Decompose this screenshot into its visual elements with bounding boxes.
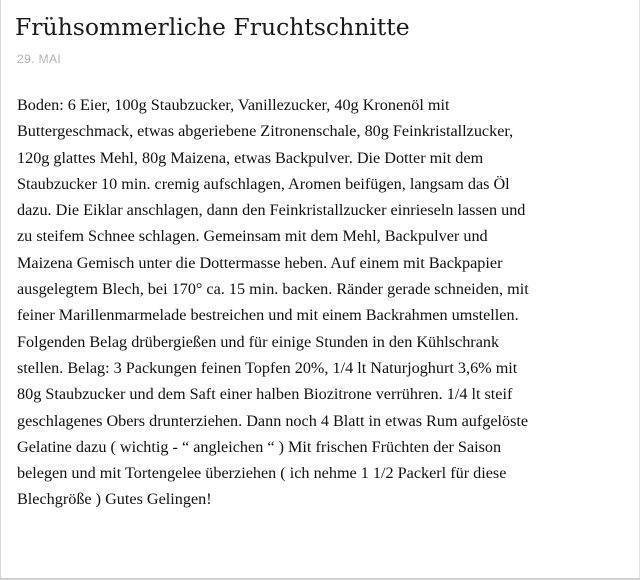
note-body-line: Buttergeschmack, etwas abgeriebene Zitronenschale, 80g Feinkristallzucker, — [17, 122, 514, 141]
note-body-line: stellen. Belag: 3 Packungen feinen Topfen 20%, 1/4 lt Naturjoghurt 3,6% mit — [17, 358, 518, 377]
note-body-line: Folgenden Belag drübergießen und für einige Stunden in den Kühlschrank — [17, 332, 500, 351]
note-body-line: feiner Marillenmarmelade bestreichen und mit einem Backrahmen umstellen. — [17, 306, 519, 325]
note-title[interactable]: Frühsommerliche Fruchtschnitte — [15, 13, 410, 41]
note-body-line: 120g glattes Mehl, 80g Maizena, etwas Backpulver. Die Dotter mit dem — [17, 148, 484, 167]
note-body-line: 80g Staubzucker und dem Saft einer halben Biozitrone verrühren. 1/4 lt steif — [17, 385, 513, 404]
note-body-line: zu steifem Schnee schlagen. Gemeinsam mit dem Mehl, Backpulver und — [17, 227, 488, 246]
note-body-line: geschlagenes Obers drunterziehen. Dann noch 4 Blatt in etwas Rum aufgelöste — [17, 411, 529, 430]
note-body-line: Staubzucker 10 min. cremig aufschlagen, Aromen beifügen, langsam das Öl — [17, 174, 510, 193]
note-body-line: Boden: 6 Eier, 100g Staubzucker, Vanillezucker, 40g Kronenöl mit — [17, 96, 450, 114]
note-body-line: Maizena Gemisch unter die Dottermasse heben. Auf einem mit Backpapier — [17, 253, 503, 272]
note-date: 29. MAI — [17, 52, 62, 66]
note-body-line: Blechgröße ) Gutes Gelingen! — [17, 490, 212, 509]
note-body[interactable] — [17, 92, 625, 513]
note-body-line: ausgelegtem Blech, bei 170° ca. 15 min. backen. Ränder gerade schneiden, mit — [17, 280, 529, 299]
note-body-line: dazu. Die Eiklar anschlagen, dann den Feinkristallzucker einrieseln lassen und — [17, 201, 526, 220]
note-body-line: Gelatine dazu ( wichtig - “ angleichen “ ) Mit frischen Früchten der Saison — [17, 437, 502, 456]
note-body-line: belegen und mit Tortengelee überziehen ( ich nehme 1 1/2 Packerl für diese — [17, 464, 507, 483]
